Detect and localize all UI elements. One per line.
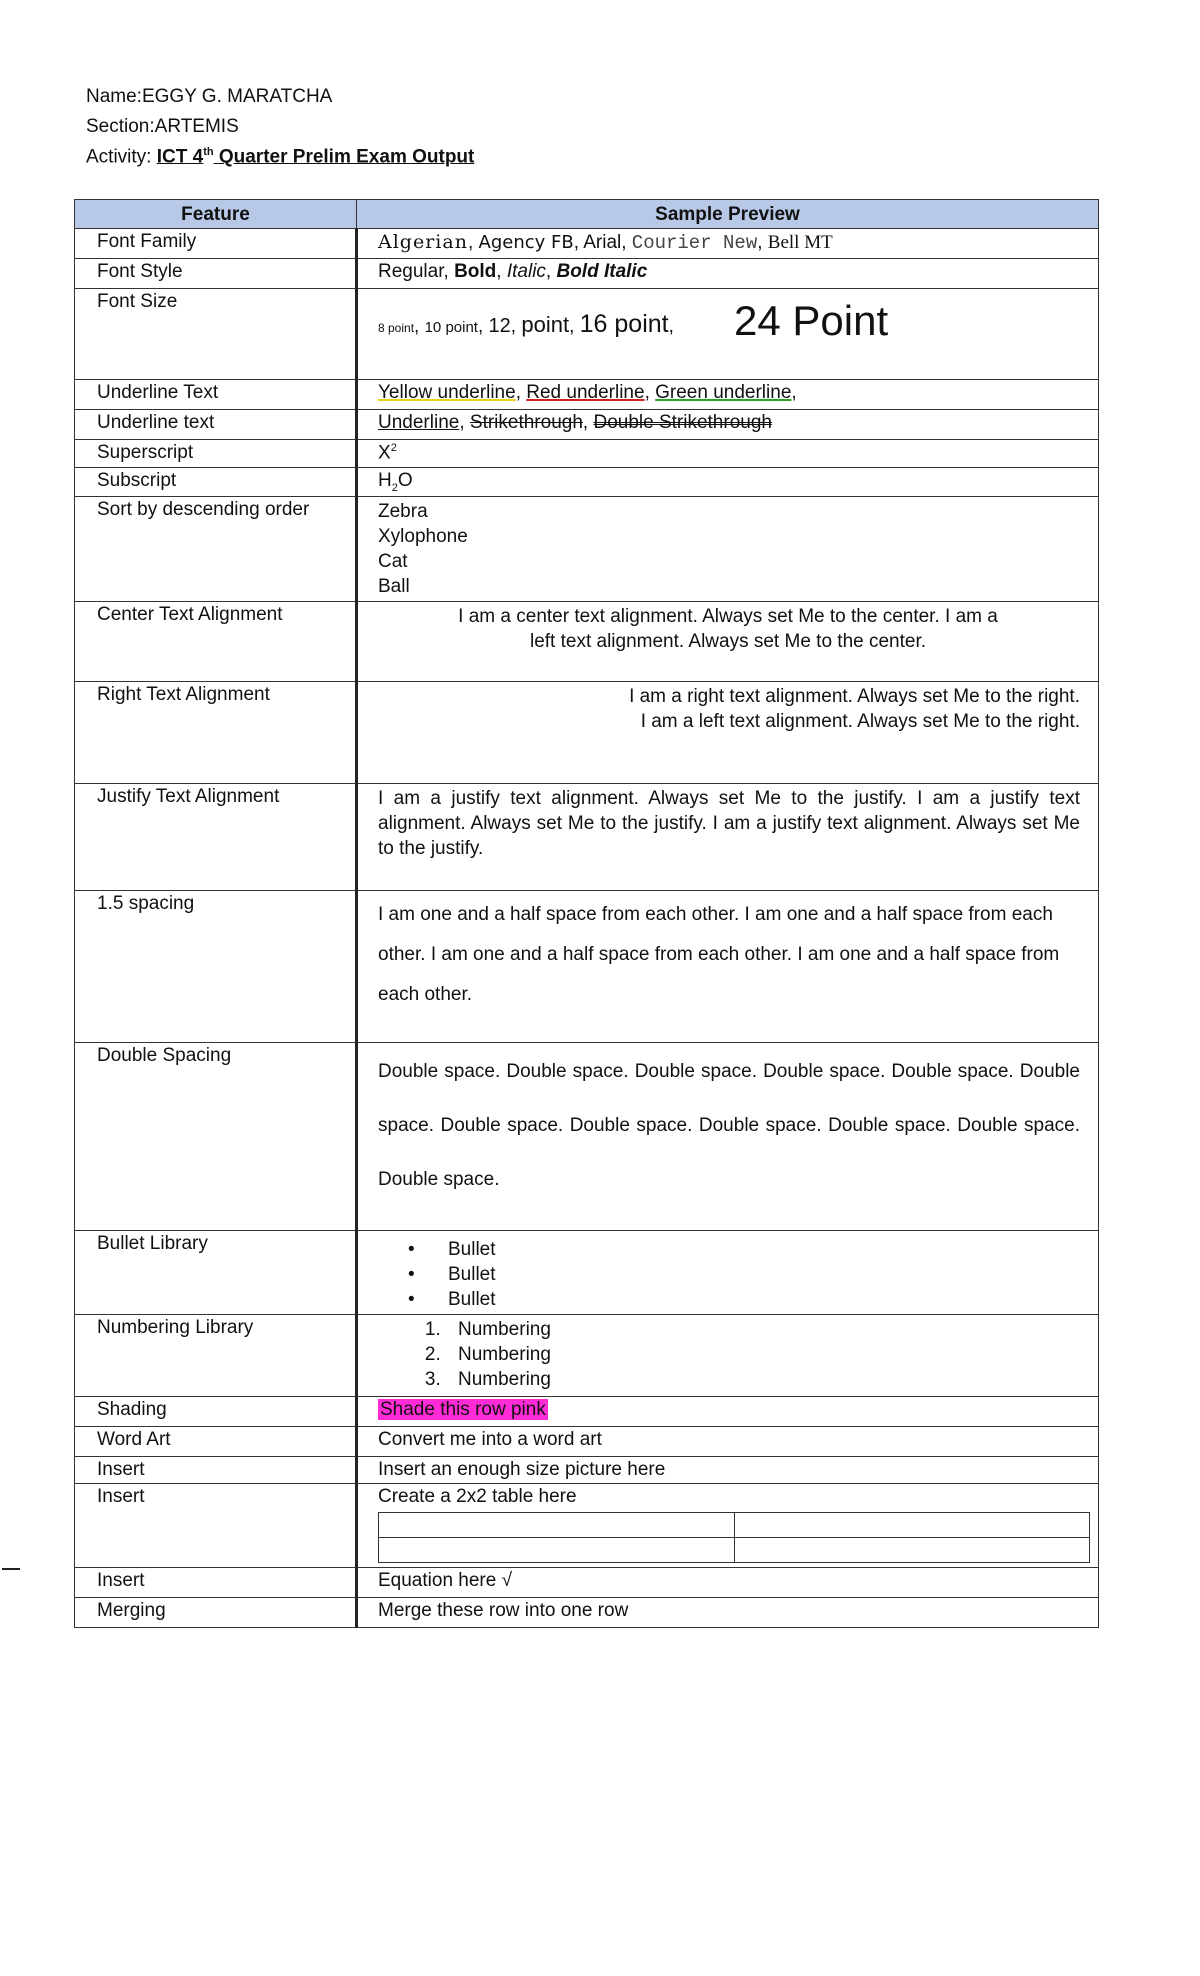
margin-dash xyxy=(2,1568,20,1570)
label-sort: Sort by descending order xyxy=(75,496,357,601)
mini-cell xyxy=(734,1537,1090,1562)
preview-center: I am a center text alignment. Always set Me to the center. I am a left text alignment. Always set Me to the center. xyxy=(357,601,1099,681)
preview-underline-1: Yellow underline, Red underline, Green underline, xyxy=(357,380,1099,410)
red-underline-sample: Red underline xyxy=(526,382,645,403)
label-center: Center Text Alignment xyxy=(75,601,357,681)
row-subscript xyxy=(75,468,1099,497)
yellow-underline-sample: Yellow underline xyxy=(378,382,516,403)
sort-item: Ball xyxy=(378,575,410,597)
activity-title-b: Quarter Prelim Exam Output xyxy=(213,146,475,168)
green-underline-sample: Green underline xyxy=(655,382,792,403)
label-font-size: Font Size xyxy=(75,289,357,380)
label-superscript: Superscript xyxy=(75,440,357,468)
subscript-num: 2 xyxy=(391,481,398,494)
underline-sample: Underline xyxy=(378,412,460,433)
preview-wordart: Convert me into a word art xyxy=(357,1426,1099,1456)
student-name: Name:EGGY G. MARATCHA xyxy=(86,86,333,107)
label-double: Double Spacing xyxy=(75,1042,357,1230)
activity-prefix: Activity: xyxy=(86,146,157,168)
superscript-exp: 2 xyxy=(390,442,397,454)
row-justify xyxy=(75,783,1099,890)
numbering-item: 1. Numbering xyxy=(446,1317,1090,1342)
row-insert-picture xyxy=(75,1456,1099,1483)
preview-subscript xyxy=(357,468,1099,497)
size-point-sample: point xyxy=(521,312,570,337)
arial-sample: Arial xyxy=(583,232,622,253)
label-underline-1: Underline Text xyxy=(75,380,357,410)
mini-cell xyxy=(734,1512,1090,1537)
preview-right: I am a right text alignment. Always set Me to the right. I am a left text alignment. Always set Me to the right. xyxy=(357,681,1099,783)
activity-line xyxy=(86,146,474,168)
preview-double: Double space. Double space. Double space. Double space. Double space. Double space. Double space. Double space. Double space. Double space. Double space. Double space. xyxy=(357,1042,1099,1230)
mini-2x2-table xyxy=(378,1512,1090,1563)
row-underline-2 xyxy=(75,410,1099,440)
numbering-item: 3. Numbering xyxy=(446,1367,1090,1392)
row-insert-table xyxy=(75,1483,1099,1567)
preview-insert-equation: Equation here √ xyxy=(357,1567,1099,1597)
col-feature: Feature xyxy=(75,200,357,229)
bullet-item: • Bullet xyxy=(408,1262,1090,1287)
preview-bullet xyxy=(357,1230,1099,1314)
label-justify: Justify Text Alignment xyxy=(75,783,357,890)
italic-sample: Italic xyxy=(506,261,546,282)
size-8-sample: 8 point xyxy=(378,321,415,335)
table-header-row xyxy=(75,200,1099,229)
label-shading: Shading xyxy=(75,1396,357,1426)
row-right xyxy=(75,681,1099,783)
label-font-style: Font Style xyxy=(75,259,357,289)
row-font-size xyxy=(75,289,1099,380)
row-double xyxy=(75,1042,1099,1230)
row-sort xyxy=(75,496,1099,601)
row-shading xyxy=(75,1396,1099,1426)
row-insert-equation xyxy=(75,1567,1099,1597)
row-center xyxy=(75,601,1099,681)
label-merging: Merging xyxy=(75,1597,357,1627)
row-bullet xyxy=(75,1230,1099,1314)
courier-sample: Courier New xyxy=(631,232,758,254)
label-right: Right Text Alignment xyxy=(75,681,357,783)
label-underline-2: Underline text xyxy=(75,410,357,440)
bullet-item: • Bullet xyxy=(408,1237,1090,1262)
preview-font-style: Regular, Bold, Italic, Bold Italic xyxy=(357,259,1099,289)
bullet-item: • Bullet xyxy=(408,1287,1090,1312)
label-insert-table: Insert xyxy=(75,1483,357,1567)
row-font-style xyxy=(75,259,1099,289)
label-font-family: Font Family xyxy=(75,229,357,259)
preview-insert-table xyxy=(357,1483,1099,1567)
label-wordart: Word Art xyxy=(75,1426,357,1456)
regular-sample: Regular xyxy=(378,261,444,282)
subscript-b: O xyxy=(397,470,413,491)
preview-underline-2: Underline, Strikethrough, Double Strikethrough xyxy=(357,410,1099,440)
algerian-sample: Algerian xyxy=(378,231,468,253)
row-merging xyxy=(75,1597,1099,1627)
preview-superscript xyxy=(357,440,1099,468)
mini-cell xyxy=(379,1512,735,1537)
preview-justify: I am a justify text alignment. Always set Me to the justify. I am a justify text alignment. Always set Me to the justify. I am a justify text alignment. Always set Me to the justify. xyxy=(357,783,1099,890)
sort-item: Zebra xyxy=(378,500,428,522)
label-subscript: Subscript xyxy=(75,468,357,497)
activity-sup: th xyxy=(203,146,214,158)
activity-title-a: ICT 4 xyxy=(156,146,204,168)
label-insert-equation: Insert xyxy=(75,1567,357,1597)
feature-table xyxy=(74,199,1099,1628)
student-section: Section:ARTEMIS xyxy=(86,116,239,137)
bold-italic-sample: Bold Italic xyxy=(556,261,648,282)
row-font-family xyxy=(75,229,1099,259)
size-10-sample: 10 point xyxy=(424,319,478,336)
row-spacing-15 xyxy=(75,890,1099,1042)
preview-merging: Merge these row into one row xyxy=(357,1597,1099,1627)
bell-sample: Bell MT xyxy=(767,232,833,253)
preview-insert-picture: Insert an enough size picture here xyxy=(357,1456,1099,1483)
preview-sort xyxy=(357,496,1099,601)
pink-shaded-text: Shade this row pink xyxy=(380,1398,546,1420)
row-numbering xyxy=(75,1314,1099,1396)
size-12-sample: 12 xyxy=(488,315,511,337)
agency-sample: Agency FB xyxy=(478,232,574,253)
mini-cell xyxy=(379,1537,735,1562)
label-insert-picture: Insert xyxy=(75,1456,357,1483)
preview-font-size: 8 point, 10 point, 12, point, 16 point, 24 Point xyxy=(357,289,1099,380)
size-24-sample: 24 Point xyxy=(734,297,889,344)
size-16-sample: 16 point xyxy=(579,310,669,338)
label-spacing-15: 1.5 spacing xyxy=(75,890,357,1042)
double-strikethrough-sample: Double Strikethrough xyxy=(593,412,772,433)
label-numbering: Numbering Library xyxy=(75,1314,357,1396)
strikethrough-sample: Strikethrough xyxy=(469,412,583,433)
label-bullet: Bullet Library xyxy=(75,1230,357,1314)
row-underline-1 xyxy=(75,380,1099,410)
numbering-item: 2. Numbering xyxy=(446,1342,1090,1367)
row-superscript xyxy=(75,440,1099,468)
row-wordart xyxy=(75,1426,1099,1456)
col-preview: Sample Preview xyxy=(357,200,1099,229)
sort-item: Cat xyxy=(378,550,408,572)
preview-numbering xyxy=(357,1314,1099,1396)
bold-sample: Bold xyxy=(454,261,497,282)
preview-font-family: Algerian, Agency FB, Arial, Courier New, Bell MT xyxy=(357,229,1099,259)
superscript-base: X xyxy=(378,442,391,464)
subscript-a: H xyxy=(378,470,392,491)
preview-spacing-15: I am one and a half space from each other. I am one and a half space from each other. I am one and a half space from each other. I am one and a half space from each other. xyxy=(357,890,1099,1042)
insert-table-text: Create a 2x2 table here xyxy=(378,1485,577,1507)
sort-item: Xylophone xyxy=(378,525,468,547)
preview-shading xyxy=(357,1396,1099,1426)
